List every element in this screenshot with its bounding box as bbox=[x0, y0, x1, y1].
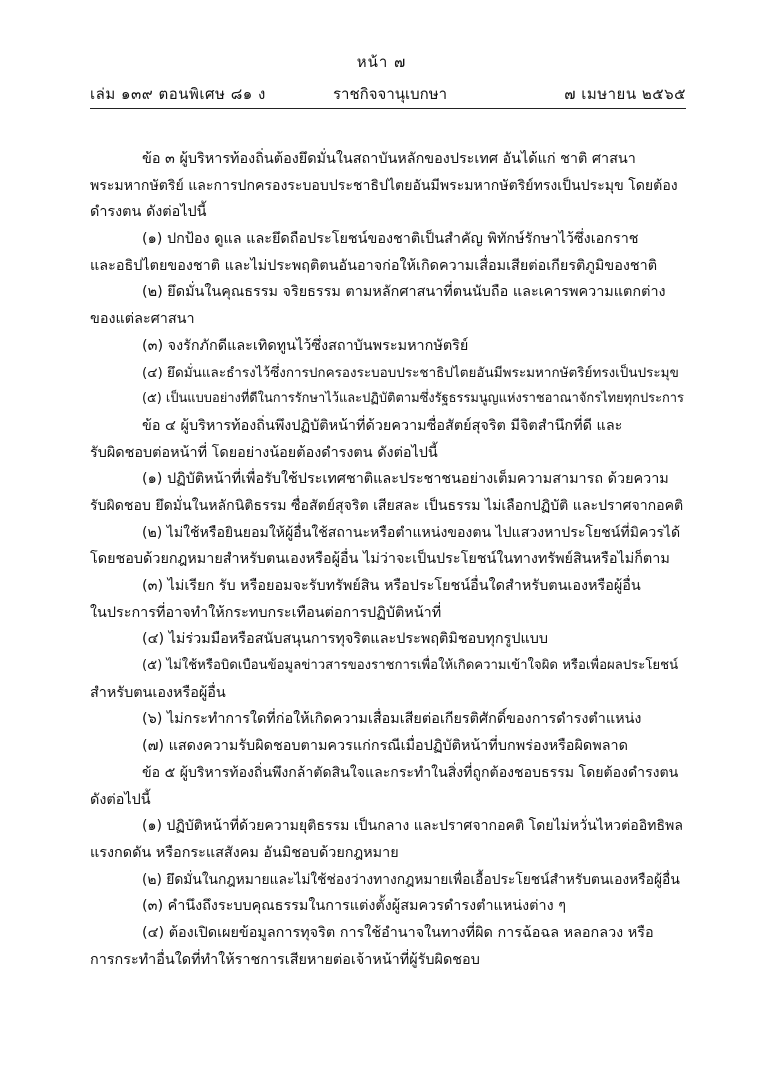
text-line: ดำรงตน ดังต่อไปนี้ bbox=[90, 204, 207, 221]
text-line: การกระทำอื่นใดที่ทำให้ราชการเสียหายต่อเจ้าหน้าที่ผู้รับผิดชอบ bbox=[90, 951, 480, 968]
text-line: (๒) ยึดมั่นในกฎหมายและไม่ใช้ช่องว่างทางกฎหมายเพื่อเอื้อประโยชน์สำหรับตนเองหรือผู้อื่น bbox=[142, 871, 680, 888]
text-line: (๑) ปฏิบัติหน้าที่ด้วยความยุติธรรม เป็นกลาง และปราศจากอคติ โดยไม่หวั่นไหวต่ออิทธิพล bbox=[142, 818, 683, 835]
header-rule bbox=[90, 108, 686, 109]
header-volume: เล่ม ๑๓๙ ตอนพิเศษ ๘๑ ง bbox=[90, 85, 266, 103]
text-line: (๒) ไม่ใช้หรือยินยอมให้ผู้อื่นใช้สถานะหรือตำแหน่งของตน ไปแสวงหาประโยชน์ที่มิควรได้ bbox=[142, 524, 681, 541]
text-line: (๔) ต้องเปิดเผยข้อมูลการทุจริต การใช้อำนาจในทางที่ผิด การฉ้อฉล หลอกลวง หรือ bbox=[142, 924, 654, 941]
text-line: รับผิดชอบต่อหน้าที่ โดยอย่างน้อยต้องดำรงตน ดังต่อไปนี้ bbox=[90, 444, 438, 461]
text-line: (๔) ไม่ร่วมมือหรือสนับสนุนการทุจริตและประพฤติมิชอบทุกรูปแบบ bbox=[142, 631, 549, 648]
page-number: หน้า ๗ bbox=[356, 53, 407, 71]
text-line: รับผิดชอบ ยึดมั่นในหลักนิติธรรม ซื่อสัตย์สุจริต เสียสละ เป็นธรรม ไม่เลือกปฏิบัติ และปราศจากอคติ bbox=[90, 497, 684, 514]
text-line: ข้อ ๕ ผู้บริหารท้องถิ่นพึงกล้าตัดสินใจและกระทำในสิ่งที่ถูกต้องชอบธรรม โดยต้องดำรงตน bbox=[142, 764, 679, 781]
text-line: โดยชอบด้วยกฎหมายสำหรับตนเองหรือผู้อื่น ไม่ว่าจะเป็นประโยชน์ในทางทรัพย์สินหรือไม่ก็ตาม bbox=[90, 551, 670, 568]
text-line: สำหรับตนเองหรือผู้อื่น bbox=[90, 684, 226, 701]
text-line: และอธิปไตยของชาติ และไม่ประพฤติตนอันอาจก่อให้เกิดความเสื่อมเสียต่อเกียรติภูมิของชาติ bbox=[90, 257, 658, 274]
text-line: ข้อ ๓ ผู้บริหารท้องถิ่นต้องยึดมั่นในสถาบันหลักของประเทศ อันได้แก่ ชาติ ศาสนา bbox=[142, 151, 636, 167]
text-line: (๓) คำนึงถึงระบบคุณธรรมในการแต่งตั้งผู้สมควรดำรงตำแหน่งต่าง ๆ bbox=[142, 898, 566, 915]
text-line: (๗) แสดงความรับผิดชอบตามควรแก่กรณีเมื่อปฏิบัติหน้าที่บกพร่องหรือผิดพลาด bbox=[142, 738, 628, 755]
text-line: ของแต่ละศาสนา bbox=[90, 311, 195, 328]
text-line: (๒) ยึดมั่นในคุณธรรม จริยธรรม ตามหลักศาสนาที่ตนนับถือ และเคารพความแตกต่าง bbox=[142, 284, 666, 301]
text-line: แรงกดดัน หรือกระแสสังคม อันมิชอบด้วยกฎหมาย bbox=[90, 844, 399, 861]
text-line: (๑) ปฏิบัติหน้าที่เพื่อรับใช้ประเทศชาติและประชาชนอย่างเต็มความสามารถ ด้วยความ bbox=[142, 471, 669, 488]
running-header bbox=[90, 82, 686, 104]
text-line: พระมหากษัตริย์ และการปกครองระบอบประชาธิปไตยอันมีพระมหากษัตริย์ทรงเป็นประมุข โดยต้อง bbox=[90, 177, 678, 194]
text-line: ดังต่อไปนี้ bbox=[90, 791, 151, 808]
document-body bbox=[90, 146, 686, 973]
text-line: (๑) ปกป้อง ดูแล และยึดถือประโยชน์ของชาติเป็นสำคัญ พิทักษ์รักษาไว้ซึ่งเอกราช bbox=[142, 231, 639, 248]
text-line: (๖) ไม่กระทำการใดที่ก่อให้เกิดความเสื่อมเสียต่อเกียรติศักดิ์ของการดำรงตำแหน่ง bbox=[142, 711, 642, 728]
header-publication: ราชกิจจานุเบกษา bbox=[333, 85, 448, 103]
text-line: ในประการที่อาจทำให้กระทบกระเทือนต่อการปฏิบัติหน้าที่ bbox=[90, 604, 442, 621]
header-date: ๗ เมษายน ๒๕๖๕ bbox=[564, 85, 686, 103]
text-line: ข้อ ๔ ผู้บริหารท้องถิ่นพึงปฏิบัติหน้าที่ด้วยความซื่อสัตย์สุจริต มีจิตสำนึกที่ดี และ bbox=[142, 417, 623, 434]
text-line: (๓) ไม่เรียก รับ หรือยอมจะรับทรัพย์สิน หรือประโยชน์อื่นใดสำหรับตนเองหรือผู้อื่น bbox=[142, 578, 641, 594]
text-line: (๕) เป็นแบบอย่างที่ดีในการรักษาไว้และปฏิบัติตามซึ่งรัฐธรรมนูญแห่งราชอาณาจักรไทยทุกประการ bbox=[142, 391, 684, 407]
text-line: (๔) ยึดมั่นและธำรงไว้ซึ่งการปกครองระบอบประชาธิปไตยอันมีพระมหากษัตริย์ทรงเป็นประมุข bbox=[142, 364, 679, 381]
text-line: (๕) ไม่ใช้หรือบิดเบือนข้อมูลข่าวสารของราชการเพื่อให้เกิดความเข้าใจผิด หรือเพื่อผลประโยชน์ bbox=[142, 658, 679, 674]
text-line: (๓) จงรักภักดีและเทิดทูนไว้ซึ่งสถาบันพระมหากษัตริย์ bbox=[142, 337, 469, 354]
